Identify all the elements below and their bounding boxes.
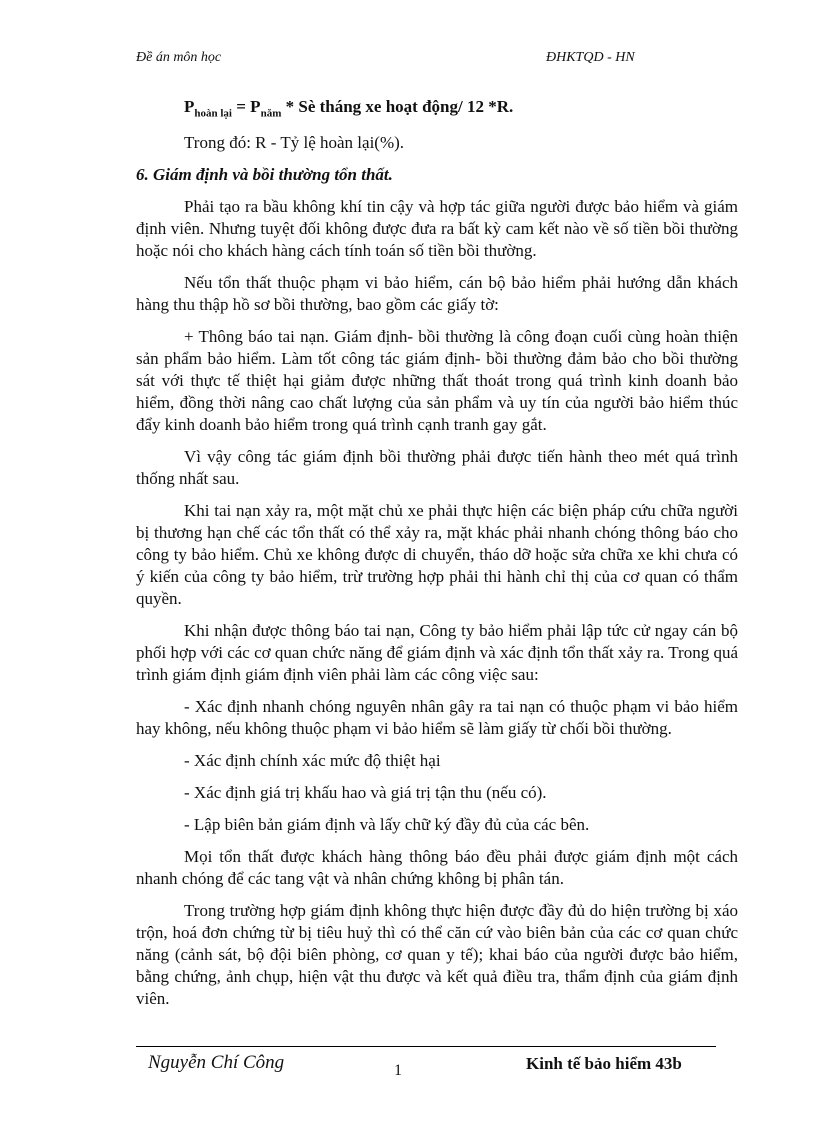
list-item: - Lập biên bản giám định và lấy chữ ký đầy đủ của các bên. <box>184 815 590 835</box>
formula-p: P <box>184 97 195 116</box>
document-body <box>136 96 738 1020</box>
paragraph: + Thông báo tai nạn. Giám định- bồi thường là công đoạn cuối cùng hoàn thiện sản phẩm bảo hiểm. Làm tốt công tác giám định- bồi thường đảm bảo cho bồi thường sát với thực tế thiệt hại giảm được những thất thoát trong quá trình kinh doanh bảo hiểm, đồng thời nâng cao chất lượng của sản phẩm và uy tín của người bảo hiểm thúc đẩy kinh doanh bảo hiểm trong quá trình cạnh tranh gay gắt. <box>136 327 738 435</box>
paragraph: Nếu tổn thất thuộc phạm vi bảo hiểm, cán bộ bảo hiểm phải hướng dẫn khách hàng thu thập hồ sơ bồi thường, bao gồm các giấy tờ: <box>136 273 738 315</box>
paragraph-trong-do: Trong đó: R - Tỷ lệ hoàn lại(%). <box>184 133 405 153</box>
page-footer <box>136 1052 716 1082</box>
header-right-text: ĐHKTQD - HN <box>546 50 635 65</box>
paragraph: Mọi tổn thất được khách hàng thông báo đều phải được giám định một cách nhanh chóng để các tang vật và nhân chứng không bị phân tán. <box>136 847 738 889</box>
paragraph: Khi tai nạn xảy ra, một mặt chủ xe phải thực hiện các biện pháp cứu chữa người bị thương hạn chế các tổn thất có thể xảy ra, mặt khác phải nhanh chóng thông báo cho công ty bảo hiểm. Chủ xe không được di chuyển, tháo dỡ hoặc sửa chữa xe khi chưa có ý kiến của công ty bảo hiểm, trừ trường hợp phải thi hành chỉ thị của cơ quan có thẩm quyền. <box>136 501 738 609</box>
formula-sub-nam: năm <box>260 107 282 120</box>
list-item: - Xác định giá trị khấu hao và giá trị tận thu (nếu có). <box>184 783 547 803</box>
paragraph: Trong trường hợp giám định không thực hiện được đầy đủ do hiện trường bị xáo trộn, hoá đơn chứng từ bị tiêu huỷ thì có thể căn cứ vào biên bản của các cơ quan chức năng (cảnh sát, bộ đội biên phòng, cơ quan y tế); khai báo của người được bảo hiểm, bằng chứng, ảnh chụp, hiện vật thu được và kết quả điều tra, thẩm định của giám định viên. <box>136 901 738 1009</box>
section-heading: 6. Giám định và bồi thường tổn thất. <box>136 165 393 185</box>
footer-author: Nguyễn Chí Công <box>148 1052 285 1073</box>
paragraph: Vì vậy công tác giám định bồi thường phải được tiến hành theo mét quá trình thống nhất sau. <box>136 447 738 489</box>
page-number: 1 <box>394 1062 402 1079</box>
list-item: - Xác định nhanh chóng nguyên nhân gây ra tai nạn có thuộc phạm vi bảo hiểm hay không, nếu không thuộc phạm vi bảo hiểm sẽ làm giấy từ chối bồi thường. <box>136 697 738 739</box>
header-left-text: Đề án môn học <box>136 50 222 65</box>
paragraph: Phải tạo ra bầu không khí tin cậy và hợp tác giữa người được bảo hiểm và giám định viên. Nhưng tuyệt đối không được đưa ra bất kỳ cam kết nào về số tiền bồi thường hoặc nói cho khách hàng cách tính toán số tiền bồi thường. <box>136 197 738 261</box>
page-header <box>136 50 656 70</box>
formula-sub-hoan-lai: hoàn lại <box>194 107 232 120</box>
formula-eq: = P <box>232 97 261 116</box>
formula <box>136 96 738 124</box>
list-item: - Xác định chính xác mức độ thiệt hại <box>184 751 441 771</box>
paragraph: Khi nhận được thông báo tai nạn, Công ty bảo hiểm phải lập tức cử ngay cán bộ phối hợp với các cơ quan chức năng để giám định và xác định tổn thất xảy ra. Trong quá trình giám định giám định viên phải làm các công việc sau: <box>136 621 738 685</box>
footer-divider <box>136 1046 716 1047</box>
formula-rest: * Sè tháng xe hoạt động/ 12 *R. <box>281 97 514 116</box>
footer-course: Kinh tế bảo hiểm 43b <box>526 1054 682 1073</box>
